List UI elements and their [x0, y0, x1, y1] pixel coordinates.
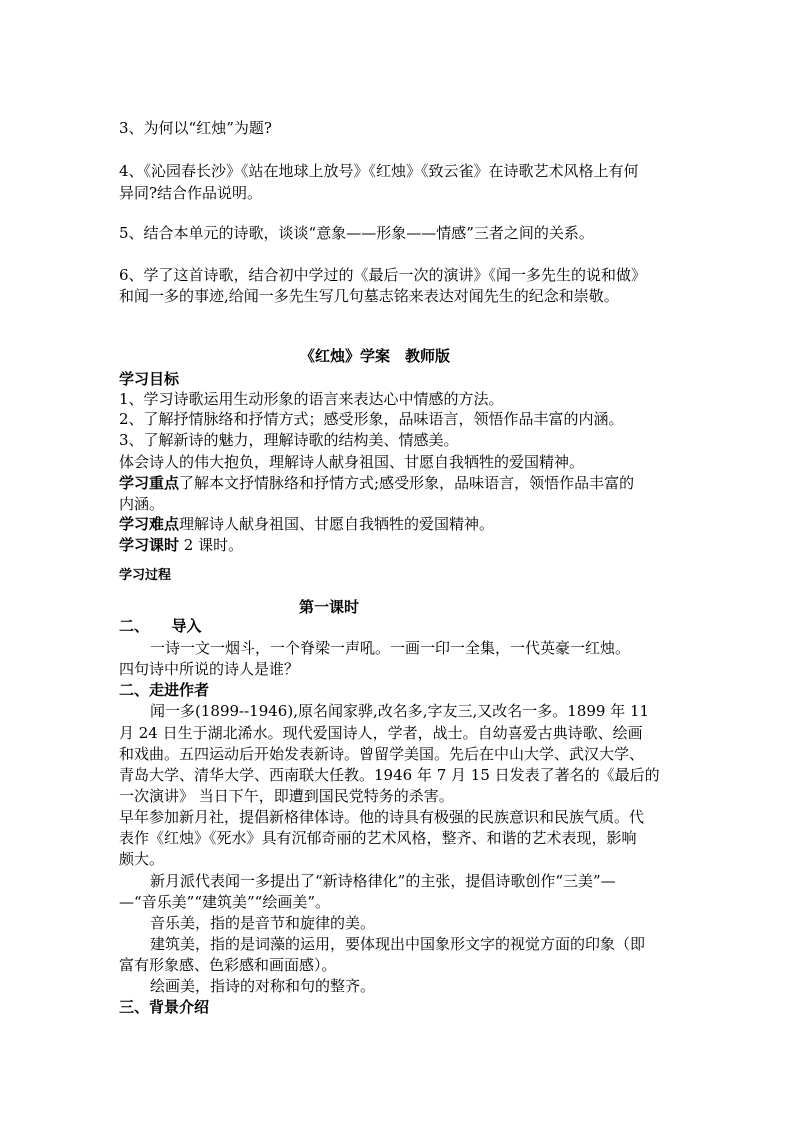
crescent-line-1: 新月派代表闻一多提出了“新诗格律化”的主张，提倡诗歌创作“三美”—: [150, 872, 616, 890]
difficulty: [119, 513, 494, 535]
key-points: [119, 472, 634, 494]
difficulty-text: 理解诗人献身祖国、甘愿自我牺牲的爱国精神。: [179, 515, 495, 533]
question-3: 3、为何以“红烛”为题?: [119, 119, 272, 137]
goal-3: 3、了解新诗的魅力，理解诗歌的结构美、情感美。: [119, 431, 459, 449]
goal-1: 1、学习诗歌运用生动形象的语言来表达心中情感的方法。: [119, 390, 504, 408]
goal-4: 体会诗人的伟大抱负，理解诗人献身祖国、甘愿自我牺牲的爱国精神。: [119, 453, 585, 471]
author-line-1: 闻一多(1899--1946),原名闻家骅,改名多,字友三,又改名一多。1899 年 11: [150, 702, 650, 720]
class-hours-label: 学习课时: [119, 536, 180, 554]
process-heading: 学习过程: [119, 568, 172, 583]
author-line-8: 颇大。: [119, 850, 165, 868]
key-points-continued: 内涵。: [119, 495, 165, 513]
goals-heading: 学习目标: [119, 370, 180, 388]
author-line-2: 月 24 日生于湖北浠水。现代爱国诗人，学者，战士。自幼喜爱古典诗歌、绘画: [119, 724, 643, 742]
key-points-text: 了解本文抒情脉络和抒情方式;感受形象，品味语言，领悟作品丰富的: [179, 474, 635, 492]
author-line-4: 青岛大学、清华大学、西南联大任教。1946 年 7 月 15 日发表了著名的《最后的: [119, 766, 660, 784]
question-4-line2: 异同?结合作品说明。: [119, 184, 263, 202]
handout-title: 《红烛》学案 教师版: [300, 347, 451, 365]
question-6-line2: 和闻一多的事迹,给闻一多先生写几句墓志铭来表达对闻先生的纪念和崇敬。: [119, 287, 619, 305]
question-4-line1: 4、《沁园春长沙》《站在地球上放号》《红烛》《致云雀》在诗歌艺术风格上有何: [119, 162, 639, 180]
key-points-label: 学习重点: [119, 474, 180, 492]
crescent-line-2: —“音乐美”“建筑美”“绘画美”。: [119, 893, 331, 911]
author-line-6: 早年参加新月社，提倡新格律体诗。他的诗具有极强的民族意识和民族气质。代: [119, 808, 645, 826]
architecture-beauty-line-1: 建筑美，指的是词藻的运用，要体现出中国象形文字的视觉方面的印象（即: [150, 935, 646, 953]
goal-2: 2、了解抒情脉络和抒情方式；感受形象，品味语言，领悟作品丰富的内涵。: [119, 410, 624, 428]
author-line-5: 一次演讲》 当日下午，即遭到国民党特务的杀害。: [119, 787, 454, 805]
section-author-heading: 二、走进作者: [119, 681, 210, 699]
difficulty-label: 学习难点: [119, 515, 180, 533]
music-beauty: 音乐美，指的是音节和旋律的美。: [150, 914, 376, 932]
lesson-title: 第一课时: [299, 598, 360, 616]
section-background-heading: 三、背景介绍: [119, 998, 210, 1016]
section-intro-heading: 二、 导入: [119, 617, 202, 635]
class-hours-text: 2 课时。: [179, 536, 244, 554]
author-line-3: 和戏曲。五四运动后开始发表新诗。曾留学美国。先后在中山大学、武汉大学、: [119, 745, 645, 763]
question-5: 5、结合本单元的诗歌，谈谈“意象——形象——情感”三者之间的关系。: [119, 224, 594, 242]
class-hours: [119, 534, 243, 556]
intro-line-1: 一诗一文一烟斗，一个脊梁一声吼。一画一印一全集，一代英豪一红烛。: [150, 639, 631, 657]
painting-beauty: 绘画美，指诗的对称和句的整齐。: [150, 977, 376, 995]
author-line-7: 表作《红烛》《死水》具有沉郁奇丽的艺术风格，整齐、和谐的艺术表现，影响: [119, 829, 637, 847]
question-6-line1: 6、学了这首诗歌，结合初中学过的《最后一次的演讲》《闻一多先生的说和做》: [119, 266, 647, 284]
intro-line-2: 四句诗中所说的诗人是谁？: [119, 660, 300, 678]
architecture-beauty-line-2: 富有形象感、色彩感和画面感）。: [119, 956, 337, 974]
